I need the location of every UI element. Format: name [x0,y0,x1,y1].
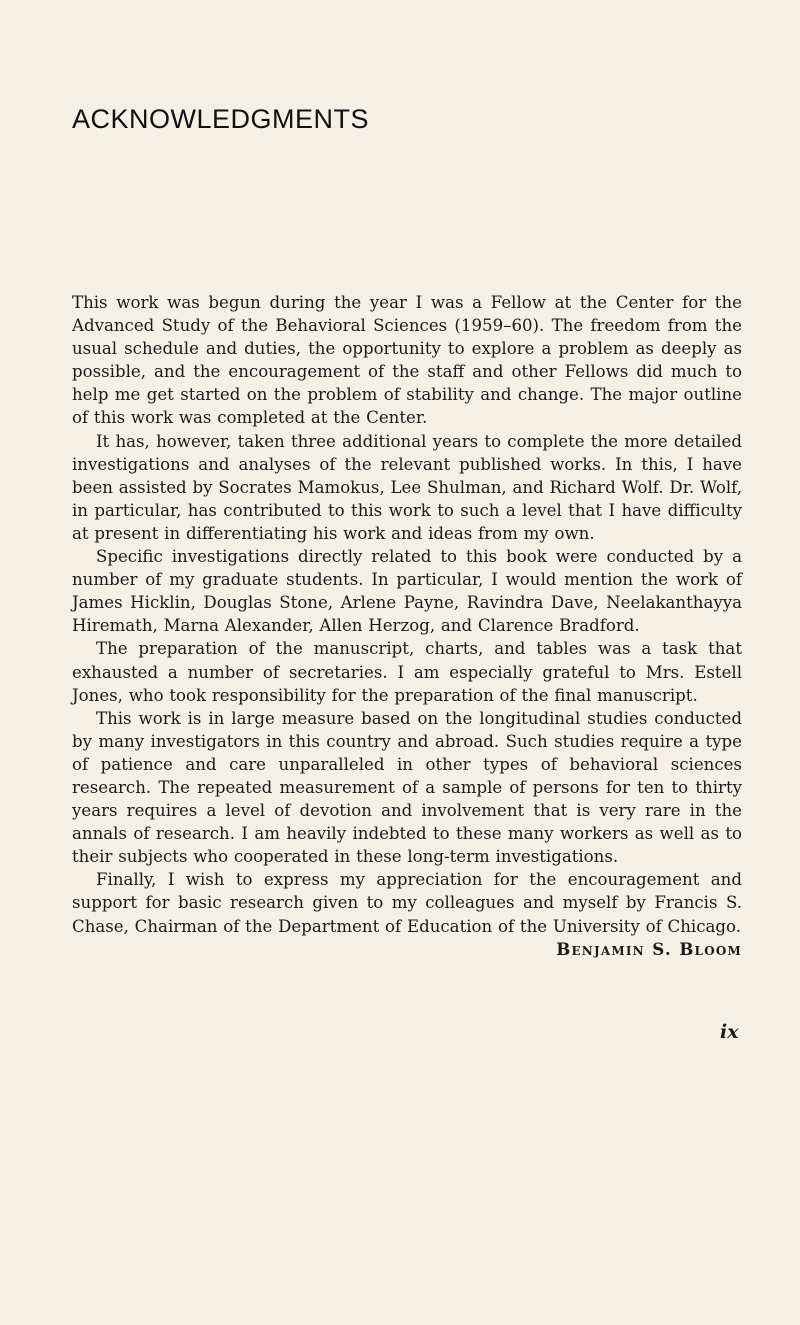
paragraph: This work is in large measure based on the longitudinal studies conducted by many investigators in this country and abroad. Such studies require a type of patience and care unparalleled in other types of behavioral sciences research. The repeated measurement of a sample of persons for ten to thirty years requires a level of devotion and involvement that is very rare in the annals of research. I am heavily indebted to these many workers as well as to their subjects who cooperated in these long-term investigations. [72,708,742,867]
paragraph: Specific investigations directly related to this book were conducted by a number of my graduate students. In particular, I would mention the work of James Hicklin, Douglas Stone, Arlene Payne, Ravindra Dave, Neelakanthayya Hiremath, Marna Alexander, Allen Herzog, and Clarence Bradford. [72,547,742,636]
page-title: ACKNOWLEDGMENTS [72,104,370,134]
paragraph: The preparation of the manuscript, charts, and tables was a task that exhausted a number of secretaries. I am especially grateful to Mrs. Estell Jones, who took responsibility for the preparation of the final manuscript. [72,639,742,705]
signature: Benjamin S. Bloom [556,938,742,959]
page-number: ix [720,1021,739,1043]
paragraph: This work was begun during the year I was a Fellow at the Center for the Advanced Study of the Behavioral Sciences (1959–60). The freedom from the usual schedule and duties, the opportunity to explore a problem as deeply as possible, and the encouragement of the staff and other Fellows did much to help me get started on the problem of stability and change. The major outline of this work was completed at the Center. [72,293,742,428]
acknowledgments-body [72,291,742,961]
paragraph: It has, however, taken three additional years to complete the more detailed investigations and analyses of the relevant published works. In this, I have been assisted by Socrates Mamokus, Lee Shulman, and Richard Wolf. Dr. Wolf, in particular, has contributed to this work to such a level that I have difficulty at present in differentiating his work and ideas from my own. [72,431,742,543]
paragraph: Finally, I wish to express my appreciation for the encouragement and support for basic research given to my colleagues and myself by Francis S. Chase, Chairman of the Department of Education of the University of Chicago. [72,870,742,936]
